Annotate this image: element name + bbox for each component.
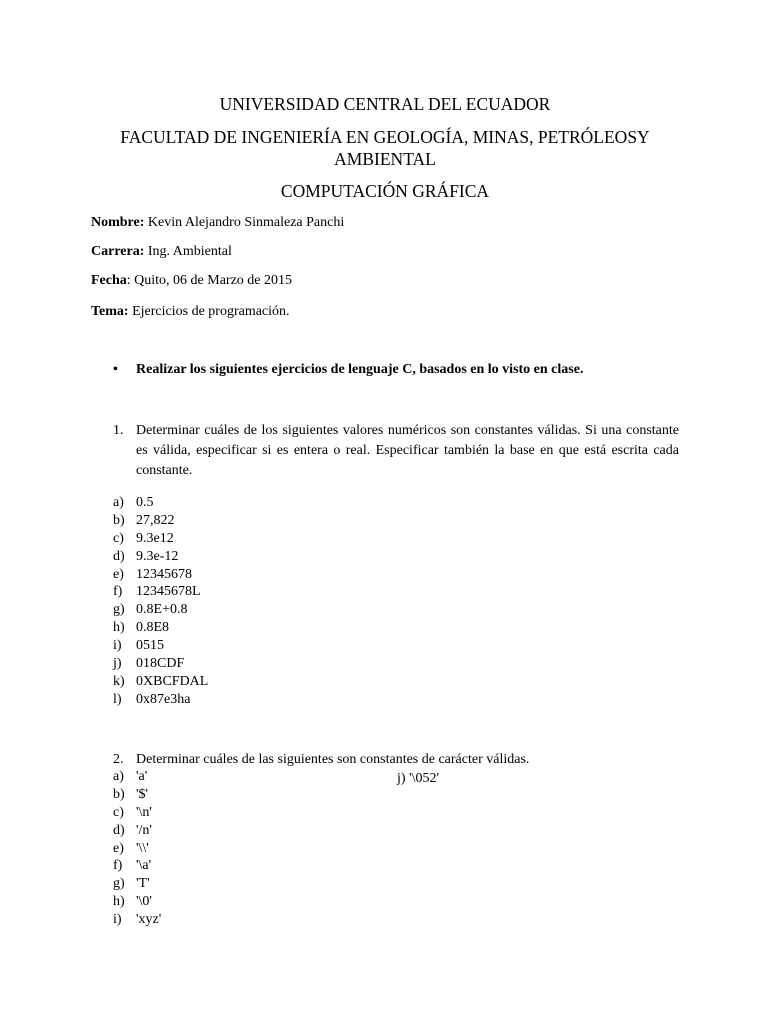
option-value: 018CDF (136, 656, 185, 672)
field-value: : Quito, 06 de Marzo de 2015 (126, 273, 293, 288)
list-item (113, 893, 313, 911)
instruction-text: Realizar los siguientes ejercicios de lenguaje C, basados en lo visto en clase. (136, 362, 584, 377)
list-item (113, 637, 313, 655)
field-nombre (91, 214, 344, 232)
option-label: d) (113, 822, 125, 838)
faculty-title-line2: AMBIENTAL (334, 149, 436, 169)
list-item (113, 691, 313, 709)
field-carrera (91, 243, 232, 261)
list-item (113, 512, 313, 530)
option-label: h) (113, 620, 125, 636)
option-value: 0515 (136, 638, 164, 654)
option-label: b) (113, 786, 125, 802)
option-label: d) (113, 548, 125, 564)
option-label: a) (113, 769, 124, 784)
bullet-icon: • (113, 362, 118, 377)
option-label: e) (113, 566, 124, 582)
field-label: Nombre: (91, 215, 145, 230)
question-number: 2. (113, 752, 124, 767)
option-value: 0x87e3ha (136, 691, 191, 707)
option-value: 'a' (136, 769, 148, 784)
field-label: Tema: (91, 304, 129, 319)
option-value: '\a' (136, 858, 152, 874)
option-label: c) (113, 530, 124, 546)
option-value: 'T' (136, 876, 150, 892)
question1-options (113, 494, 313, 709)
faculty-title-line1: FACULTAD DE INGENIERÍA EN GEOLOGÍA, MINAS, PETRÓLEOSY (120, 127, 650, 147)
option-label: i) (113, 912, 122, 928)
option-value: 'xyz' (136, 912, 162, 928)
list-item (113, 786, 313, 804)
list-item (113, 583, 313, 601)
option-value: '$' (136, 786, 149, 802)
question-text: Determinar cuáles de los siguientes valores numéricos son constantes válidas. Si una constante es válida, especificar si es entera o real. Especificar también la base en que está escrita cada constante. (136, 423, 679, 478)
option-value: '\0' (136, 894, 152, 910)
field-tema (91, 303, 290, 321)
option-label: f) (113, 584, 123, 600)
question-number: 1. (113, 423, 124, 438)
list-item (113, 530, 313, 548)
course-title: COMPUTACIÓN GRÁFICA (280, 181, 490, 201)
option-label: a) (113, 495, 124, 510)
option-label: h) (113, 894, 125, 910)
option-label: k) (113, 673, 125, 689)
option-label: e) (113, 840, 124, 856)
option-value: 9.3e-12 (136, 548, 179, 564)
field-label: Fecha (91, 273, 127, 288)
list-item (113, 601, 313, 619)
option-label: l) (113, 691, 122, 707)
field-value: Ejercicios de programación. (128, 304, 290, 319)
option-value: 0.5 (136, 495, 154, 510)
option-value: 0XBCFDAL (136, 673, 209, 689)
option-label: g) (113, 876, 125, 892)
option-value: 0.8E+0.8 (136, 602, 188, 618)
field-fecha (91, 272, 292, 290)
list-item (113, 673, 313, 691)
list-item (113, 857, 313, 875)
list-item (113, 566, 313, 584)
option-value: '\\' (136, 840, 149, 856)
option-label: i) (113, 638, 122, 654)
option-label: c) (113, 804, 124, 820)
question2-options (113, 768, 313, 929)
question-text: Determinar cuáles de las siguientes son constantes de carácter válidas. (136, 752, 530, 767)
option-label: j) (113, 656, 122, 672)
option-value: 27,822 (136, 512, 175, 528)
list-item (113, 840, 313, 858)
field-value: Kevin Alejandro Sinmaleza Panchi (144, 215, 345, 230)
option-value: 12345678 (136, 566, 192, 582)
option-label: f) (113, 858, 123, 874)
option-value: '/n' (136, 822, 152, 838)
option-label: g) (113, 602, 125, 618)
list-item (113, 804, 313, 822)
option-value: '\n' (136, 804, 152, 820)
option-value: 9.3e12 (136, 530, 174, 546)
field-value: Ing. Ambiental (144, 244, 232, 259)
list-item (113, 875, 313, 893)
list-item (113, 494, 313, 512)
option-label: b) (113, 512, 125, 528)
option-j: j) '\052' (397, 771, 439, 786)
list-item (113, 768, 313, 786)
field-label: Carrera: (91, 244, 145, 259)
university-title: UNIVERSIDAD CENTRAL DEL ECUADOR (219, 94, 551, 114)
list-item (113, 619, 313, 637)
list-item (113, 655, 313, 673)
list-item (113, 548, 313, 566)
option-value: 0.8E8 (136, 620, 170, 636)
list-item (113, 911, 313, 929)
list-item (113, 822, 313, 840)
option-value: 12345678L (136, 584, 201, 600)
